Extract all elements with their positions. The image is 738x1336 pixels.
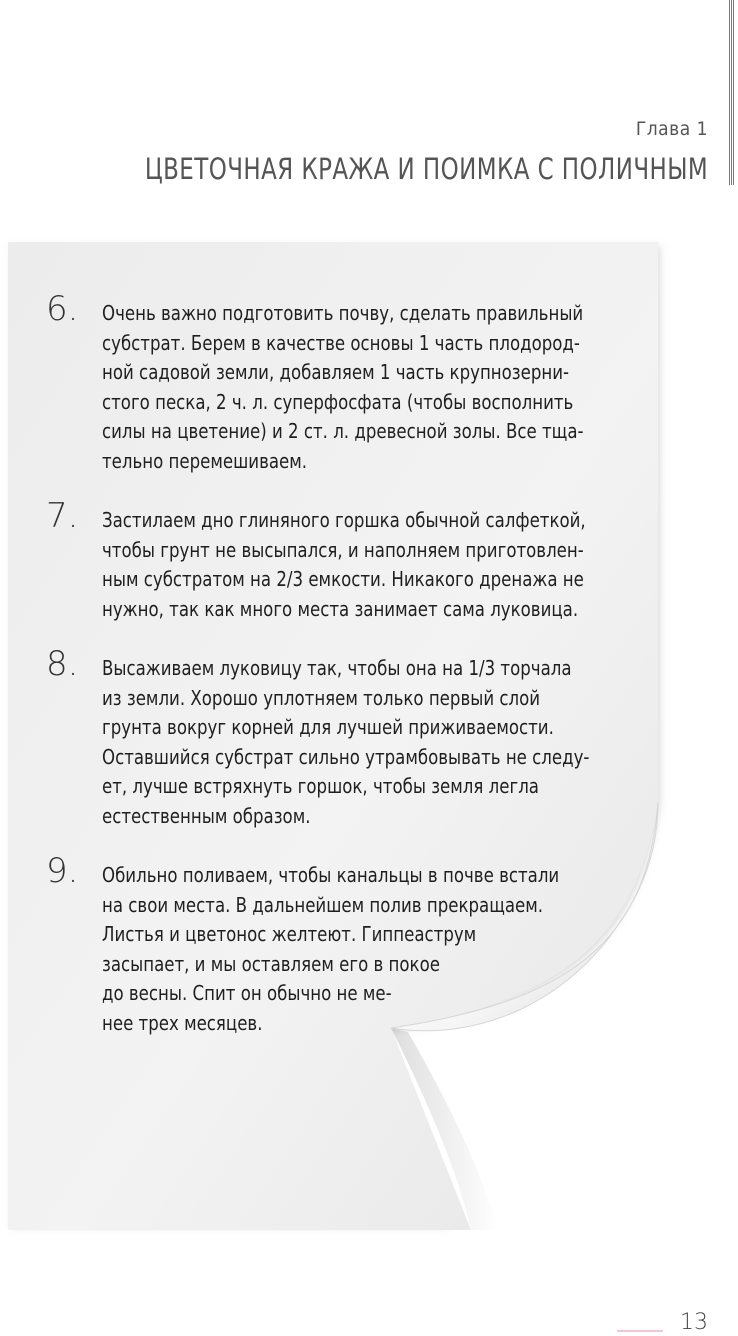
step-number: 9. <box>46 851 79 891</box>
step-text: Застилаем дно глиняного горшка обычной салфеткой, чтобы грунт не высыпался, и наполняем приготовлен- ным субстратом на 2/3 емкости. Никакого дренажа не нужно, так как много места занимает сама луковица. <box>102 508 586 621</box>
step-item <box>46 851 646 1038</box>
step-text: Высаживаем луковицу так, чтобы она на 1/3 торчала из земли. Хорошо уплотняем только первый слой грунта вокруг корней для лучшей приживаемости. Оставшийся субстрат сильно утрамбовывать не следу- ет, лучше встряхнуть горшок, чтобы земля легла естественным образом. <box>102 656 590 828</box>
step-number: 6. <box>46 289 79 329</box>
steps-list <box>46 289 646 1068</box>
step-item <box>46 644 646 831</box>
chapter-label: Глава 1 <box>635 118 708 140</box>
step-text: Очень важно подготовить почву, сделать правильный субстрат. Берем в качестве основы 1 часть плодород- ной садовой земли, добавляем 1 часть крупнозерни- стого песка, 2 ч. л. суперфосфата (чтобы восполнить силы на цветение) и 2 ст. л. древесной золы. Все тща- тельно перемешиваем. <box>102 301 584 473</box>
step-item <box>46 289 646 476</box>
step-text: Обильно поливаем, чтобы канальцы в почве встали на свои места. В дальнейшем полив прекращаем. Листья и цветонос желтеют. Гиппеаструм засыпает, и мы оставляем его в покое до весны. Спит он обычно не ме- нее трех месяцев. <box>102 863 560 1035</box>
chapter-title: ЦВЕТОЧНАЯ КРАЖА И ПОИМКА С ПОЛИЧНЫМ <box>144 152 708 186</box>
paper-sheet <box>8 242 664 1232</box>
step-number: 7. <box>46 496 79 536</box>
pink-marker <box>617 1330 663 1332</box>
edge-rule <box>729 0 735 185</box>
step-item <box>46 496 646 624</box>
page-number: 13 <box>680 1310 708 1335</box>
step-number: 8. <box>46 644 79 684</box>
